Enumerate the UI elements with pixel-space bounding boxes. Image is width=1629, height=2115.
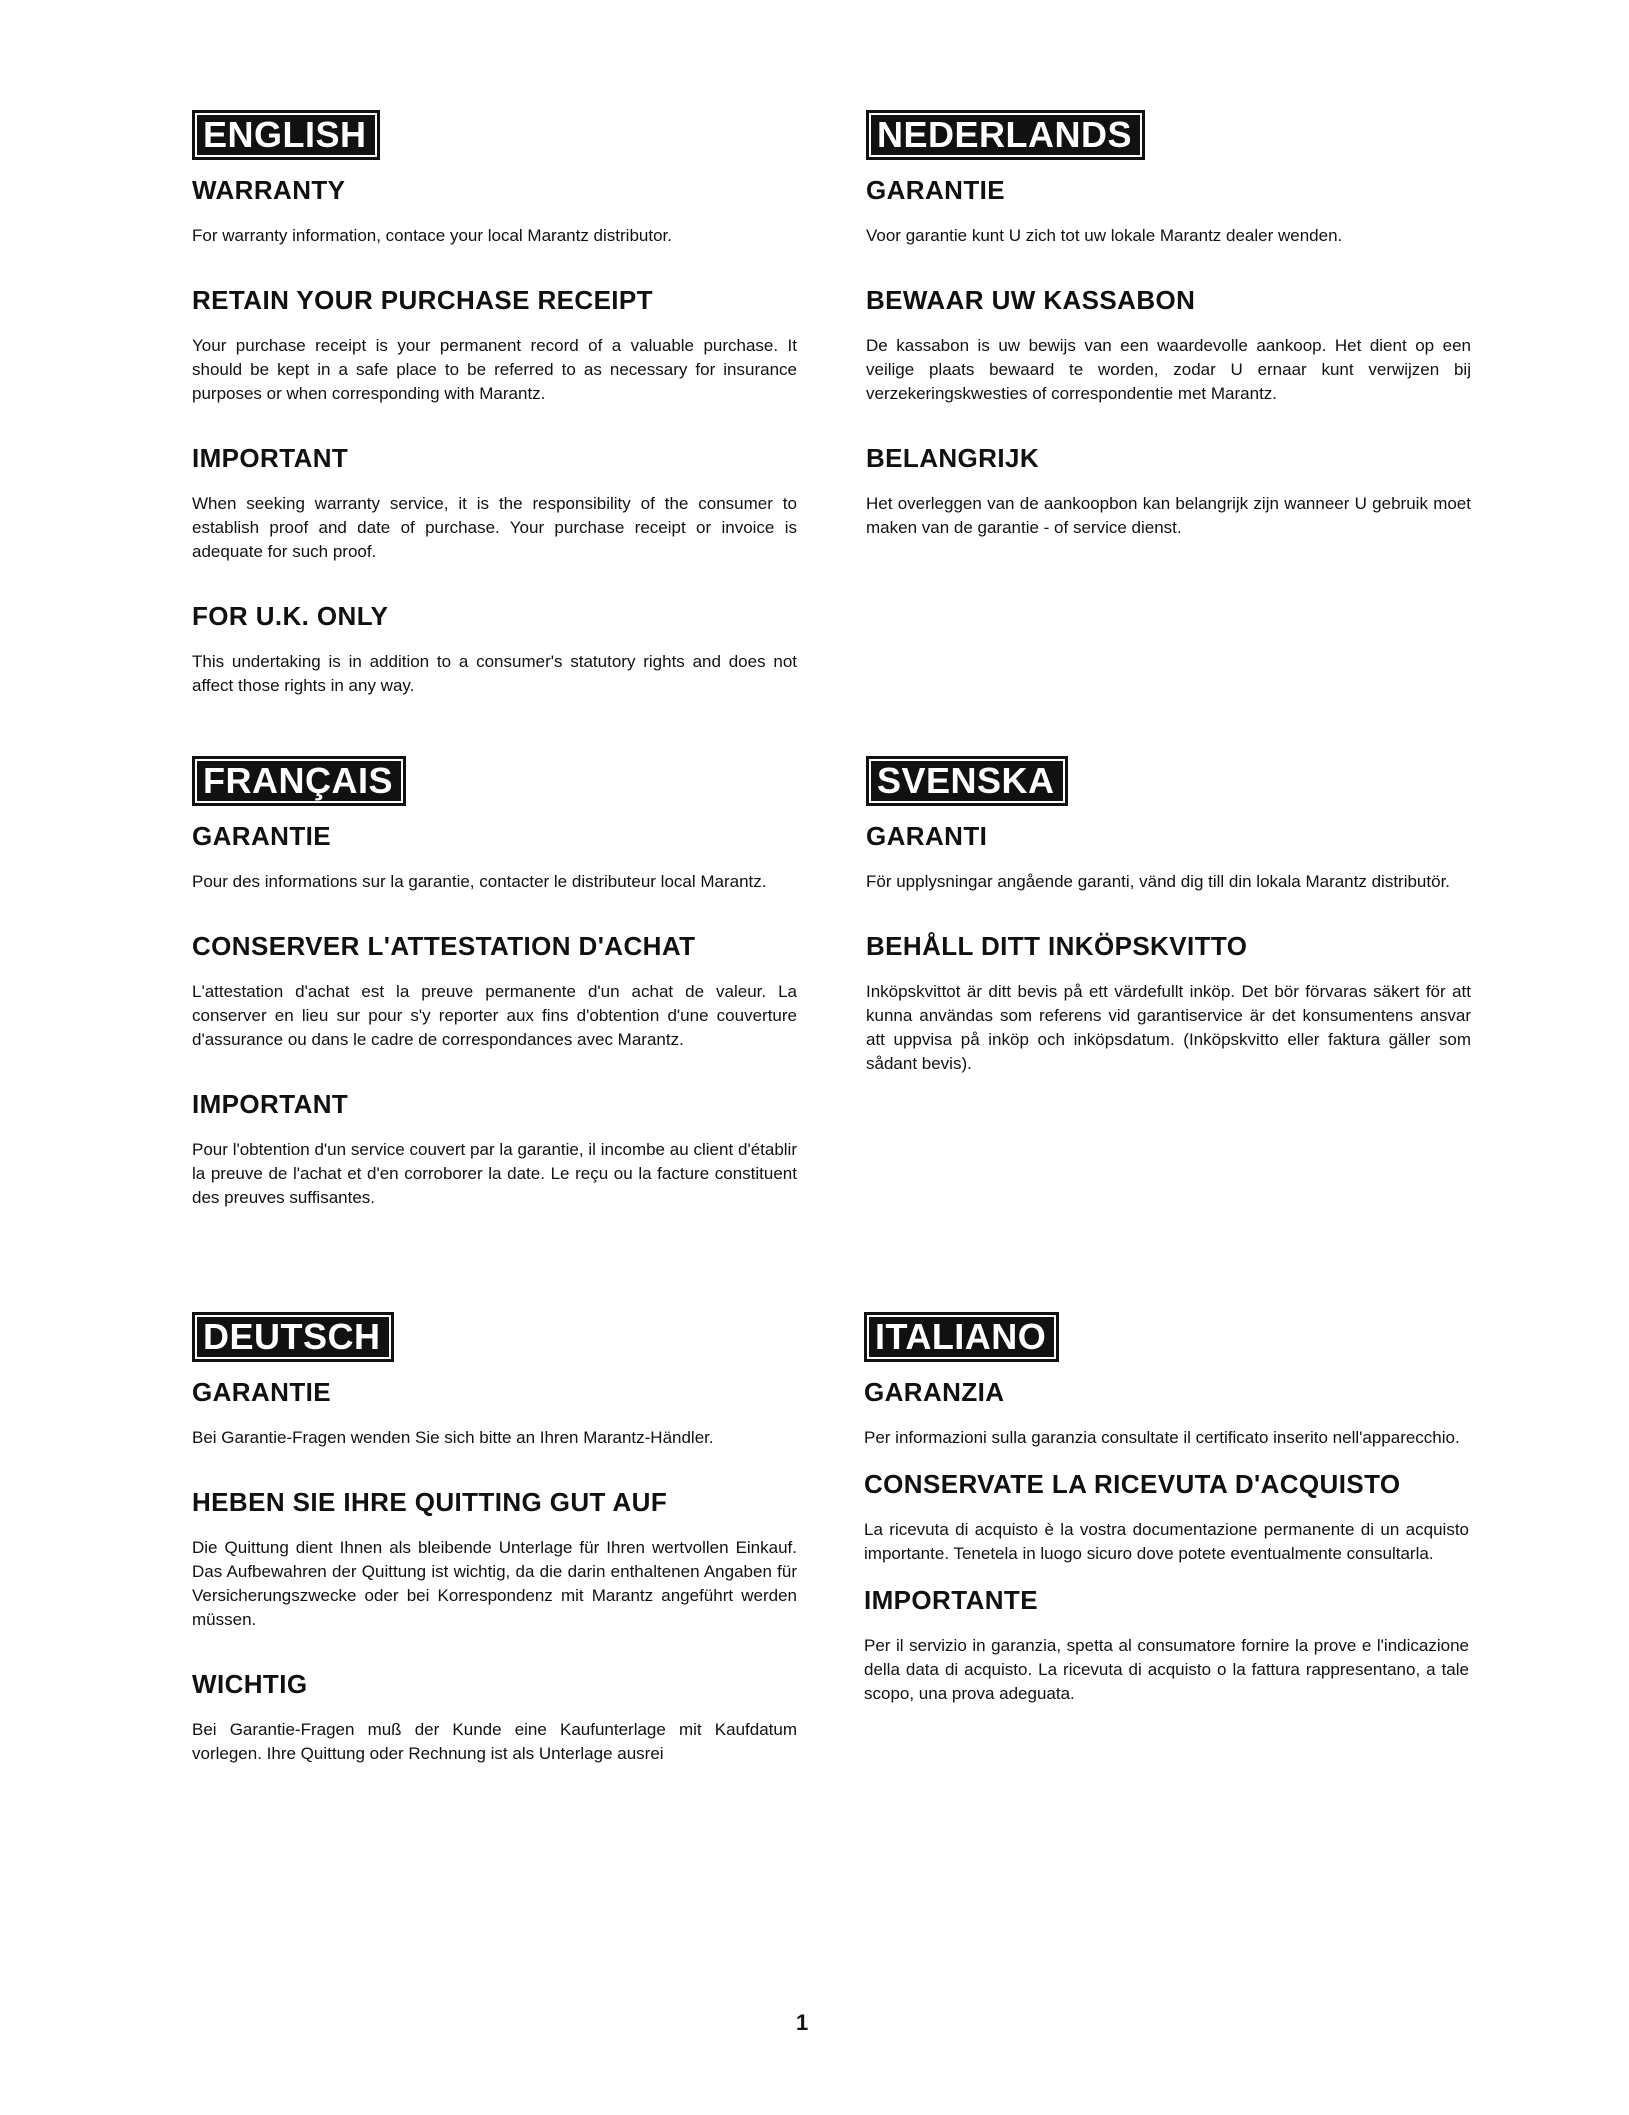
deutsch-quittung-text: Die Quittung dient Ihnen als bleibende Unterlage für Ihren wertvollen Einkauf. Das Aufbewahren der Quittung ist wichtig, da die darin enthaltenen Angaben für Versicherungszwecke oder bei Korrespondenz mit Marantz angeführt werden müssen.	[192, 1538, 797, 1629]
italiano-ricevuta-text: La ricevuta di acquisto è la vostra documentazione permanente di un acquisto importante. Tenetela in luogo sicuro dove potete eventualmente consultarla.	[864, 1520, 1469, 1563]
nederlands-kassabon-text: De kassabon is uw bewijs van een waardevolle aankoop. Het dient op een veilige plaats bewaard te worden, zodar U ernaar kunt verwijzen bij verzekeringskwesties of correspondentie met Marantz.	[866, 336, 1471, 403]
deutsch-section	[192, 1312, 797, 1766]
francais-important-text: Pour l'obtention d'un service couvert par la garantie, il incombe au client d'établir la preuve de l'achat et d'en corroborer la date. Le reçu ou la facture constituent des preuves suffisantes.	[192, 1140, 797, 1207]
nederlands-belangrijk-text: Het overleggen van de aankoopbon kan belangrijk zijn wanneer U gebruik moet maken van de garantie - of service dienst.	[866, 494, 1471, 537]
italiano-language-badge: ITALIANO	[864, 1312, 1059, 1362]
english-important-heading: IMPORTANT	[192, 443, 349, 473]
nederlands-garantie-text: Voor garantie kunt U zich tot uw lokale Marantz dealer wenden.	[866, 226, 1343, 245]
nederlands-kassabon-heading: BEWAAR UW KASSABON	[866, 285, 1196, 315]
nederlands-belangrijk-heading: BELANGRIJK	[866, 443, 1040, 473]
italiano-importante-text: Per il servizio in garanzia, spetta al consumatore fornire la prove e l'indicazione della data di acquisto. La ricevuta di acquisto o la fattura rappresentano, a tale scopo, una prova adeguata.	[864, 1636, 1469, 1703]
english-receipt-text: Your purchase receipt is your permanent record of a valuable purchase. It should be kept in a safe place to be referred to as necessary for insurance purposes or when corresponding with Marantz.	[192, 336, 797, 403]
english-language-badge: ENGLISH	[192, 110, 380, 160]
english-receipt-heading: RETAIN YOUR PURCHASE RECEIPT	[192, 285, 653, 315]
francais-language-badge: FRANÇAIS	[192, 756, 406, 806]
francais-attestation-heading: CONSERVER L'ATTESTATION D'ACHAT	[192, 931, 696, 961]
deutsch-garantie-heading: GARANTIE	[192, 1377, 331, 1407]
svenska-language-badge: SVENSKA	[866, 756, 1068, 806]
francais-garantie-text: Pour des informations sur la garantie, contacter le distributeur local Marantz.	[192, 872, 767, 891]
francais-important-heading: IMPORTANT	[192, 1089, 349, 1119]
nederlands-section	[866, 110, 1471, 540]
svenska-kvitto-heading: BEHÅLL DITT INKÖPSKVITTO	[866, 931, 1248, 961]
english-uk-heading: FOR U.K. ONLY	[192, 601, 389, 631]
francais-garantie-heading: GARANTIE	[192, 821, 331, 851]
francais-section	[192, 756, 797, 1210]
italiano-garanzia-text: Per informazioni sulla garanzia consultate il certificato inserito nell'apparecchio.	[864, 1428, 1460, 1447]
deutsch-language-badge: DEUTSCH	[192, 1312, 394, 1362]
svenska-kvitto-text: Inköpskvittot är ditt bevis på ett värdefullt inköp. Det bör förvaras säkert för att kunna användas som referens vid garantiservice är det konsumentens ansvar att uppvisa på inköp och inköpsdatum. (Inköpskvitto eller faktura gäller som sådant bevis).	[866, 982, 1471, 1073]
italiano-ricevuta-heading: CONSERVATE LA RICEVUTA D'ACQUISTO	[864, 1469, 1401, 1499]
english-section	[192, 110, 797, 698]
svenska-garanti-text: För upplysningar angående garanti, vänd dig till din lokala Marantz distributör.	[866, 872, 1451, 891]
italiano-garanzia-heading: GARANZIA	[864, 1377, 1005, 1407]
deutsch-wichtig-heading: WICHTIG	[192, 1669, 308, 1699]
italiano-section	[864, 1312, 1469, 1706]
deutsch-wichtig-text: Bei Garantie-Fragen muß der Kunde eine Kaufunterlage mit Kaufdatum vorlegen. Ihre Quittung oder Rechnung ist als Unterlage ausrei	[192, 1720, 797, 1763]
english-warranty-text: For warranty information, contace your local Marantz distributor.	[192, 226, 672, 245]
francais-attestation-text: L'attestation d'achat est la preuve permanente d'un achat de valeur. La conserver en lieu sur pour s'y reporter aux fins d'obtention d'une couverture d'assurance ou dans le cadre de correspondances avec Marantz.	[192, 982, 797, 1049]
nederlands-garantie-heading: GARANTIE	[866, 175, 1005, 205]
italiano-importante-heading: IMPORTANTE	[864, 1585, 1038, 1615]
english-uk-text: This undertaking is in addition to a consumer's statutory rights and does not affect those rights in any way.	[192, 652, 797, 695]
english-warranty-heading: WARRANTY	[192, 175, 346, 205]
page-number: 1	[796, 2010, 809, 2035]
deutsch-garantie-text: Bei Garantie-Fragen wenden Sie sich bitte an Ihren Marantz-Händler.	[192, 1428, 714, 1447]
svenska-section	[866, 756, 1471, 1076]
deutsch-quittung-heading: HEBEN SIE IHRE QUITTING GUT AUF	[192, 1487, 668, 1517]
svenska-garanti-heading: GARANTI	[866, 821, 988, 851]
english-important-text: When seeking warranty service, it is the responsibility of the consumer to establish proof and date of purchase. Your purchase receipt or invoice is adequate for such proof.	[192, 494, 797, 561]
nederlands-language-badge: NEDERLANDS	[866, 110, 1145, 160]
